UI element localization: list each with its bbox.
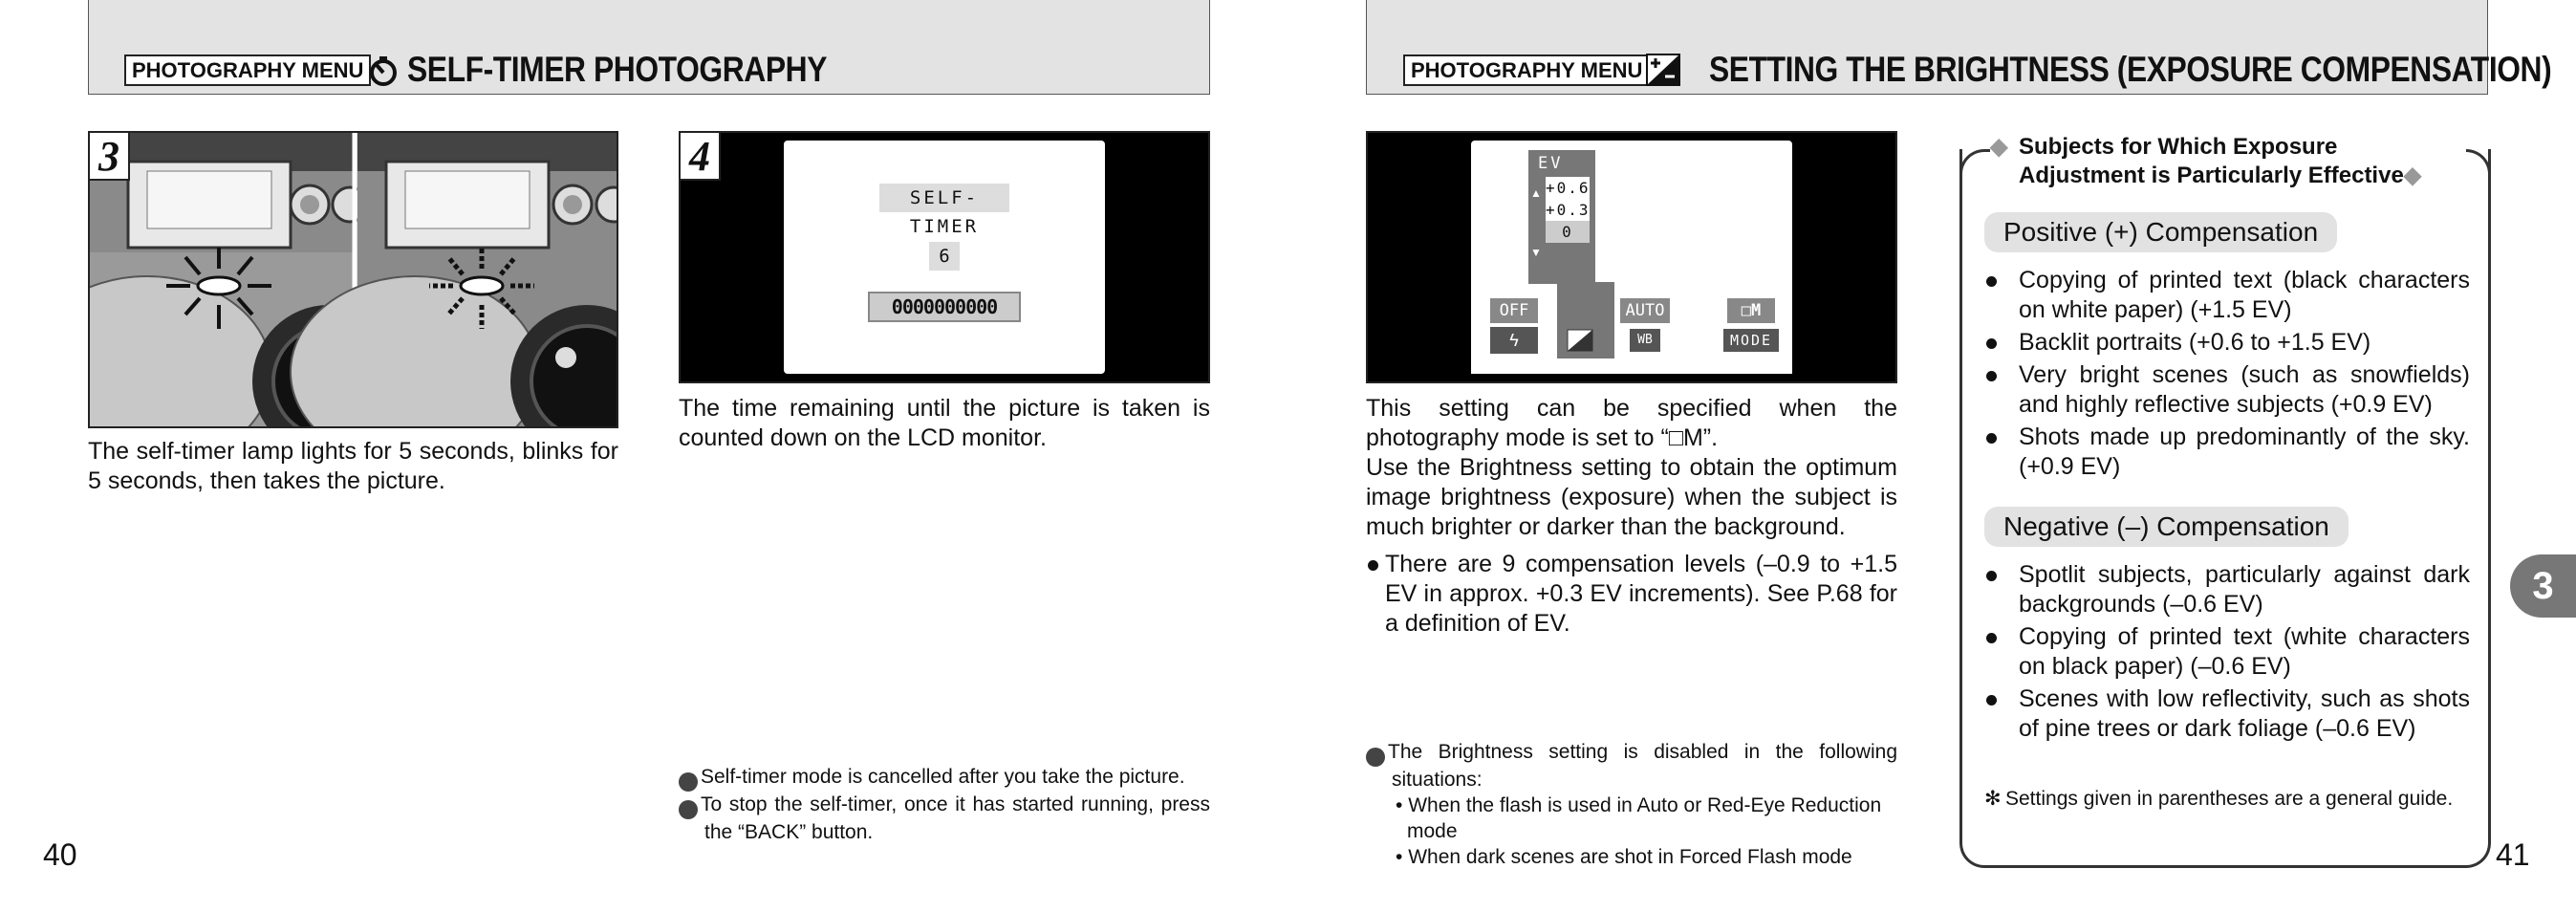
intro-paragraph: Use the Brightness setting to obtain the optimum image brightness (exposure) when the subject is much brighter or darker than the background. bbox=[1366, 454, 1897, 540]
ev-label: EV bbox=[1538, 154, 1564, 173]
diamond-icon: ◆ bbox=[1990, 134, 2008, 160]
flash-off-label: OFF bbox=[1490, 298, 1538, 323]
photography-menu-tag: PHOTOGRAPHY MENU bbox=[124, 54, 371, 86]
sidebar-title: ◆ Subjects for Which Exposure Adjustment is Particularly Effective◆ bbox=[1990, 133, 2466, 190]
page-title: SELF-TIMER PHOTOGRAPHY bbox=[407, 50, 827, 89]
asterisk-icon: ✻ bbox=[1984, 788, 2002, 810]
ev-value: +0.3 bbox=[1546, 201, 1591, 219]
sidebar-footnote: ✻ Settings given in parentheses are a general guide. bbox=[1984, 788, 2454, 810]
note-item: ! Self-timer mode is cancelled after you take the picture. bbox=[673, 766, 1185, 790]
compensation-levels-bullet: There are 9 compensation levels (–0.9 to +1.5 EV in approx. +0.3 EV increments). See P.68 for a definition of EV. bbox=[1366, 550, 1897, 639]
caution-icon: ! bbox=[679, 800, 698, 819]
brightness-disabled-note bbox=[1360, 739, 1897, 870]
chapter-tab: 3 bbox=[2510, 554, 2576, 618]
intro-paragraph: This setting can be specified when the photography mode is set to “□M”. bbox=[1366, 395, 1897, 451]
self-timer-icon bbox=[367, 55, 400, 88]
mode-label: □M bbox=[1727, 298, 1775, 323]
step3-caption: The self-timer lamp lights for 5 seconds, blinks for 5 seconds, then takes the picture. bbox=[88, 438, 618, 494]
negative-compensation-section bbox=[1984, 507, 2470, 744]
photography-menu-tag: PHOTOGRAPHY MENU bbox=[1403, 54, 1650, 86]
list-item: Copying of printed text (black characters on white paper) (+1.5 EV) bbox=[1984, 266, 2470, 325]
step-number: 4 bbox=[681, 133, 721, 181]
flash-off-icon: ϟ bbox=[1490, 327, 1538, 354]
self-timer-lamp-photo bbox=[88, 131, 618, 428]
lcd-self-timer-label: SELF-TIMER bbox=[879, 184, 1009, 212]
white-balance-icon: WB bbox=[1630, 329, 1660, 352]
caution-icon: ! bbox=[679, 772, 698, 792]
up-arrow-icon: ▲ bbox=[1530, 186, 1542, 200]
step-number: 3 bbox=[90, 133, 130, 181]
down-arrow-icon: ▼ bbox=[1530, 246, 1542, 259]
list-item: Shots made up predominantly of the sky. (+0.9 EV) bbox=[1984, 423, 2470, 482]
exposure-compensation-icon bbox=[1646, 54, 1680, 86]
lcd-countdown-bar: 0000000000 bbox=[868, 292, 1021, 322]
list-item: Spotlit subjects, particularly against dark backgrounds (–0.6 EV) bbox=[1984, 560, 2470, 619]
mode-icon: MODE bbox=[1723, 329, 1779, 352]
lcd-monitor-image bbox=[679, 131, 1210, 383]
intro-text bbox=[1366, 394, 1897, 639]
exposure-compensation-icon bbox=[1567, 329, 1593, 352]
step4-caption: The time remaining until the picture is taken is counted down on the LCD monitor. bbox=[679, 395, 1210, 451]
note-text: ! The Brightness setting is disabled in the following situations: bbox=[1360, 741, 1897, 791]
note-item: ! To stop the self-timer, once it has started running, press the “BACK” button. bbox=[673, 793, 1210, 843]
lcd-countdown-number: 6 bbox=[929, 242, 960, 271]
note-sub-item: • When the flash is used in Auto or Red-Eye Reduction mode bbox=[1396, 794, 1882, 842]
positive-compensation-heading: Positive (+) Compensation bbox=[1984, 212, 2337, 252]
note-sub-item: • When dark scenes are shot in Forced Flash mode bbox=[1396, 846, 1852, 868]
ev-value: 0 bbox=[1546, 221, 1590, 243]
wb-auto-label: AUTO bbox=[1620, 298, 1670, 323]
self-timer-notes bbox=[673, 764, 1210, 845]
list-item: Copying of printed text (white characters on black paper) (–0.6 EV) bbox=[1984, 622, 2470, 682]
diamond-icon: ◆ bbox=[2403, 163, 2422, 188]
ev-lcd-image bbox=[1366, 131, 1897, 383]
caution-icon: ! bbox=[1366, 748, 1385, 767]
list-item: Backlit portraits (+0.6 to +1.5 EV) bbox=[1984, 328, 2470, 358]
box-top-right-rule bbox=[2462, 149, 2491, 174]
page-title: SETTING THE BRIGHTNESS (EXPOSURE COMPENSATION) bbox=[1709, 50, 2552, 89]
positive-compensation-section bbox=[1984, 212, 2470, 482]
ev-value: +0.6 bbox=[1546, 179, 1591, 197]
page-number: 41 bbox=[2496, 837, 2530, 872]
ev-value-list bbox=[1546, 177, 1590, 243]
list-item: Very bright scenes (such as snowfields) and highly reflective subjects (+0.9 EV) bbox=[1984, 360, 2470, 420]
negative-compensation-heading: Negative (–) Compensation bbox=[1984, 507, 2349, 547]
page-number: 40 bbox=[43, 837, 77, 872]
lcd-screen bbox=[784, 141, 1105, 374]
lcd-screen bbox=[1471, 141, 1792, 374]
list-item: Scenes with low reflectivity, such as shots of pine trees or dark foliage (–0.6 EV) bbox=[1984, 684, 2470, 744]
